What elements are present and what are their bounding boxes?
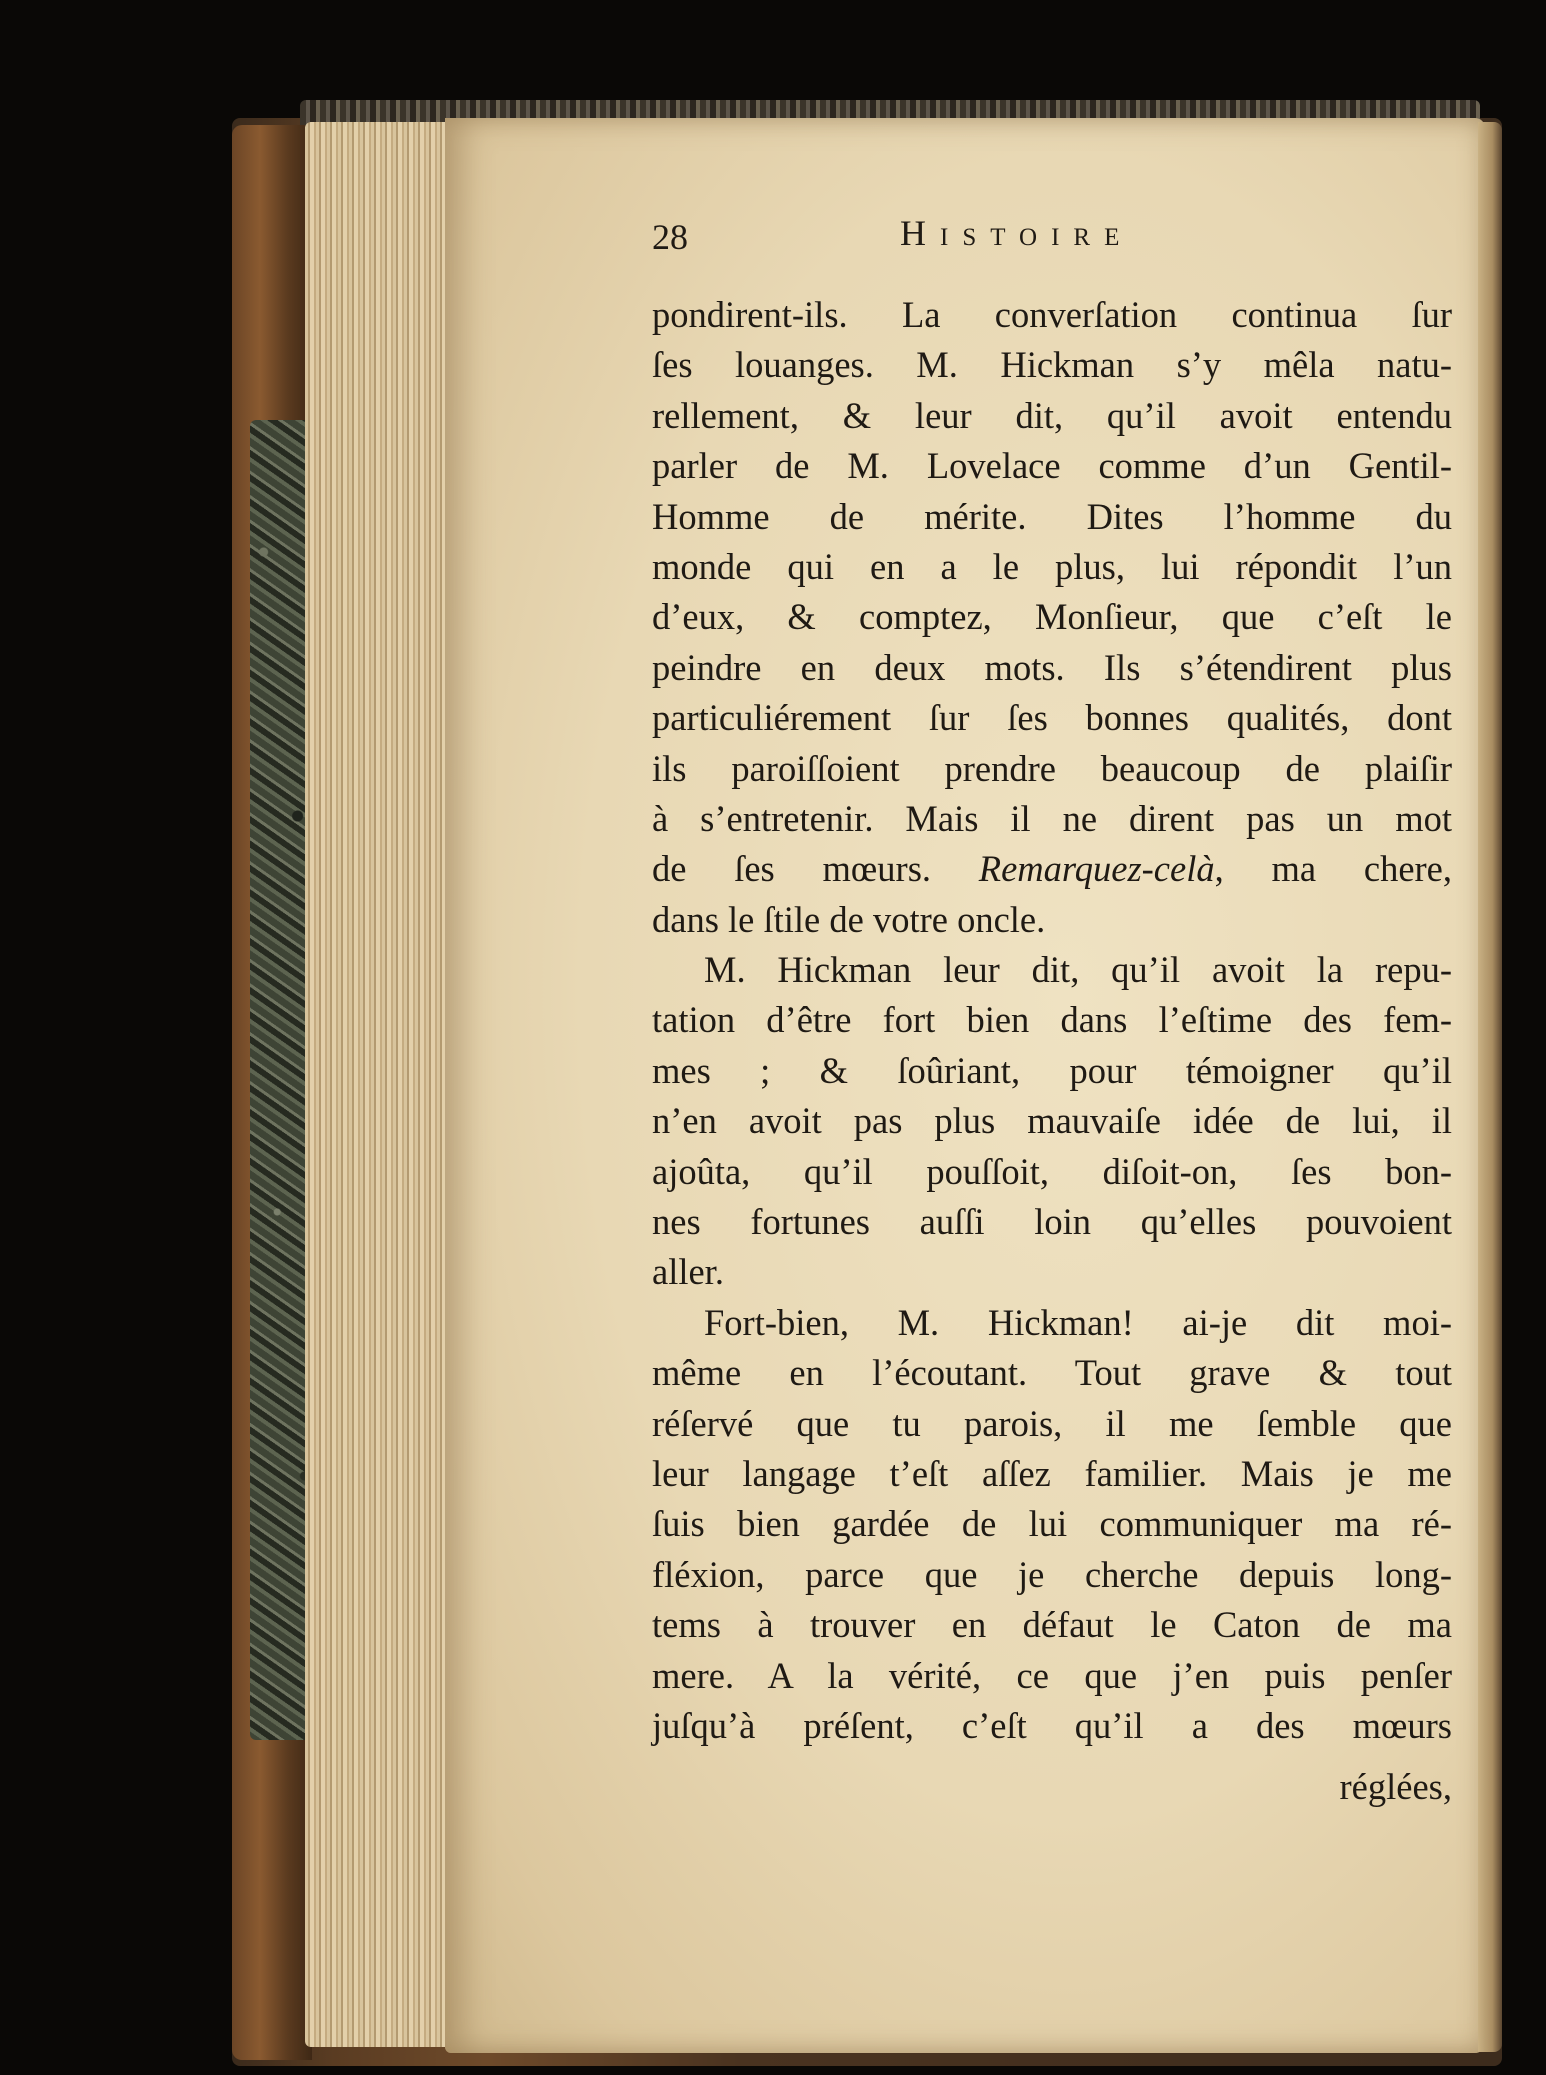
- text-line: tation d’être fort bien dans l’eſtime des fem-: [652, 999, 1452, 1041]
- catchword: réglées,: [1339, 1766, 1452, 1807]
- page-number: 28: [652, 217, 688, 257]
- text-line: même en l’écoutant. Tout grave & tout: [652, 1352, 1452, 1394]
- text-line: aller.: [652, 1251, 724, 1293]
- text-line: ſuis bien gardée de lui communiquer ma ré-: [652, 1503, 1452, 1545]
- text-line: mes ; & ſoûriant, pour témoigner qu’il: [652, 1049, 1452, 1091]
- italic-phrase: Remarquez-celà: [978, 848, 1215, 890]
- text-line: juſqu’à préſent, c’eſt qu’il a des mœurs: [652, 1704, 1452, 1746]
- text-line: mere. A la vérité, ce que j’en puis penſer: [652, 1654, 1452, 1696]
- text-line: M. Hickman leur dit, qu’il avoit la repu-: [704, 949, 1452, 991]
- text-line: Homme de mérite. Dites l’homme du: [652, 495, 1452, 537]
- body-text: [652, 290, 1452, 1807]
- text-line: ils paroiſſoient prendre beaucoup de plaiſir: [652, 747, 1452, 789]
- text-line: dans le ſtile de votre oncle.: [652, 898, 1046, 940]
- text-line: ſes louanges. M. Hickman s’y mêla natu-: [652, 344, 1452, 386]
- text-line: particuliérement ſur ſes bonnes qualités, dont: [652, 697, 1452, 739]
- text-line: parler de M. Lovelace comme d’un Gentil-: [652, 445, 1452, 487]
- page-stack-edge: [305, 122, 455, 2047]
- text-line: réſervé que tu parois, il me ſemble que: [652, 1402, 1452, 1444]
- running-title: Histoire: [900, 213, 1134, 253]
- text-line: à s’entretenir. Mais il ne dirent pas un mot: [652, 797, 1452, 839]
- page-header: [652, 208, 1452, 264]
- text-line: rellement, & leur dit, qu’il avoit entendu: [652, 394, 1452, 436]
- text-line: peindre en deux mots. Ils s’étendirent plus: [652, 646, 1452, 688]
- text-line: tems à trouver en défaut le Caton de ma: [652, 1604, 1452, 1646]
- page-right-edge: [1478, 122, 1502, 2052]
- line-part-before: de ſes mœurs.: [652, 848, 979, 890]
- text-line: fléxion, parce que je cherche depuis long-: [652, 1553, 1452, 1595]
- text-line: leur langage t’eſt aſſez familier. Mais je me: [652, 1452, 1452, 1494]
- text-line: pondirent-ils. La converſation continua ſur: [652, 294, 1452, 335]
- text-line: monde qui en a le plus, lui répondit l’un: [652, 545, 1452, 587]
- text-line: d’eux, & comptez, Monſieur, que c’eſt le: [652, 596, 1452, 638]
- text-line-italic-phrase: [652, 844, 1452, 894]
- text-line: ajoûta, qu’il pouſſoit, diſoit-on, ſes bon-: [652, 1150, 1452, 1192]
- text-line: n’en avoit pas plus mauvaiſe idée de lui, il: [652, 1100, 1452, 1142]
- line-part-after: , ma chere,: [1214, 848, 1452, 890]
- text-line: Fort-bien, M. Hickman! ai-je dit moi-: [704, 1301, 1452, 1343]
- text-line: nes fortunes auſſi loin qu’elles pouvoient: [652, 1201, 1452, 1243]
